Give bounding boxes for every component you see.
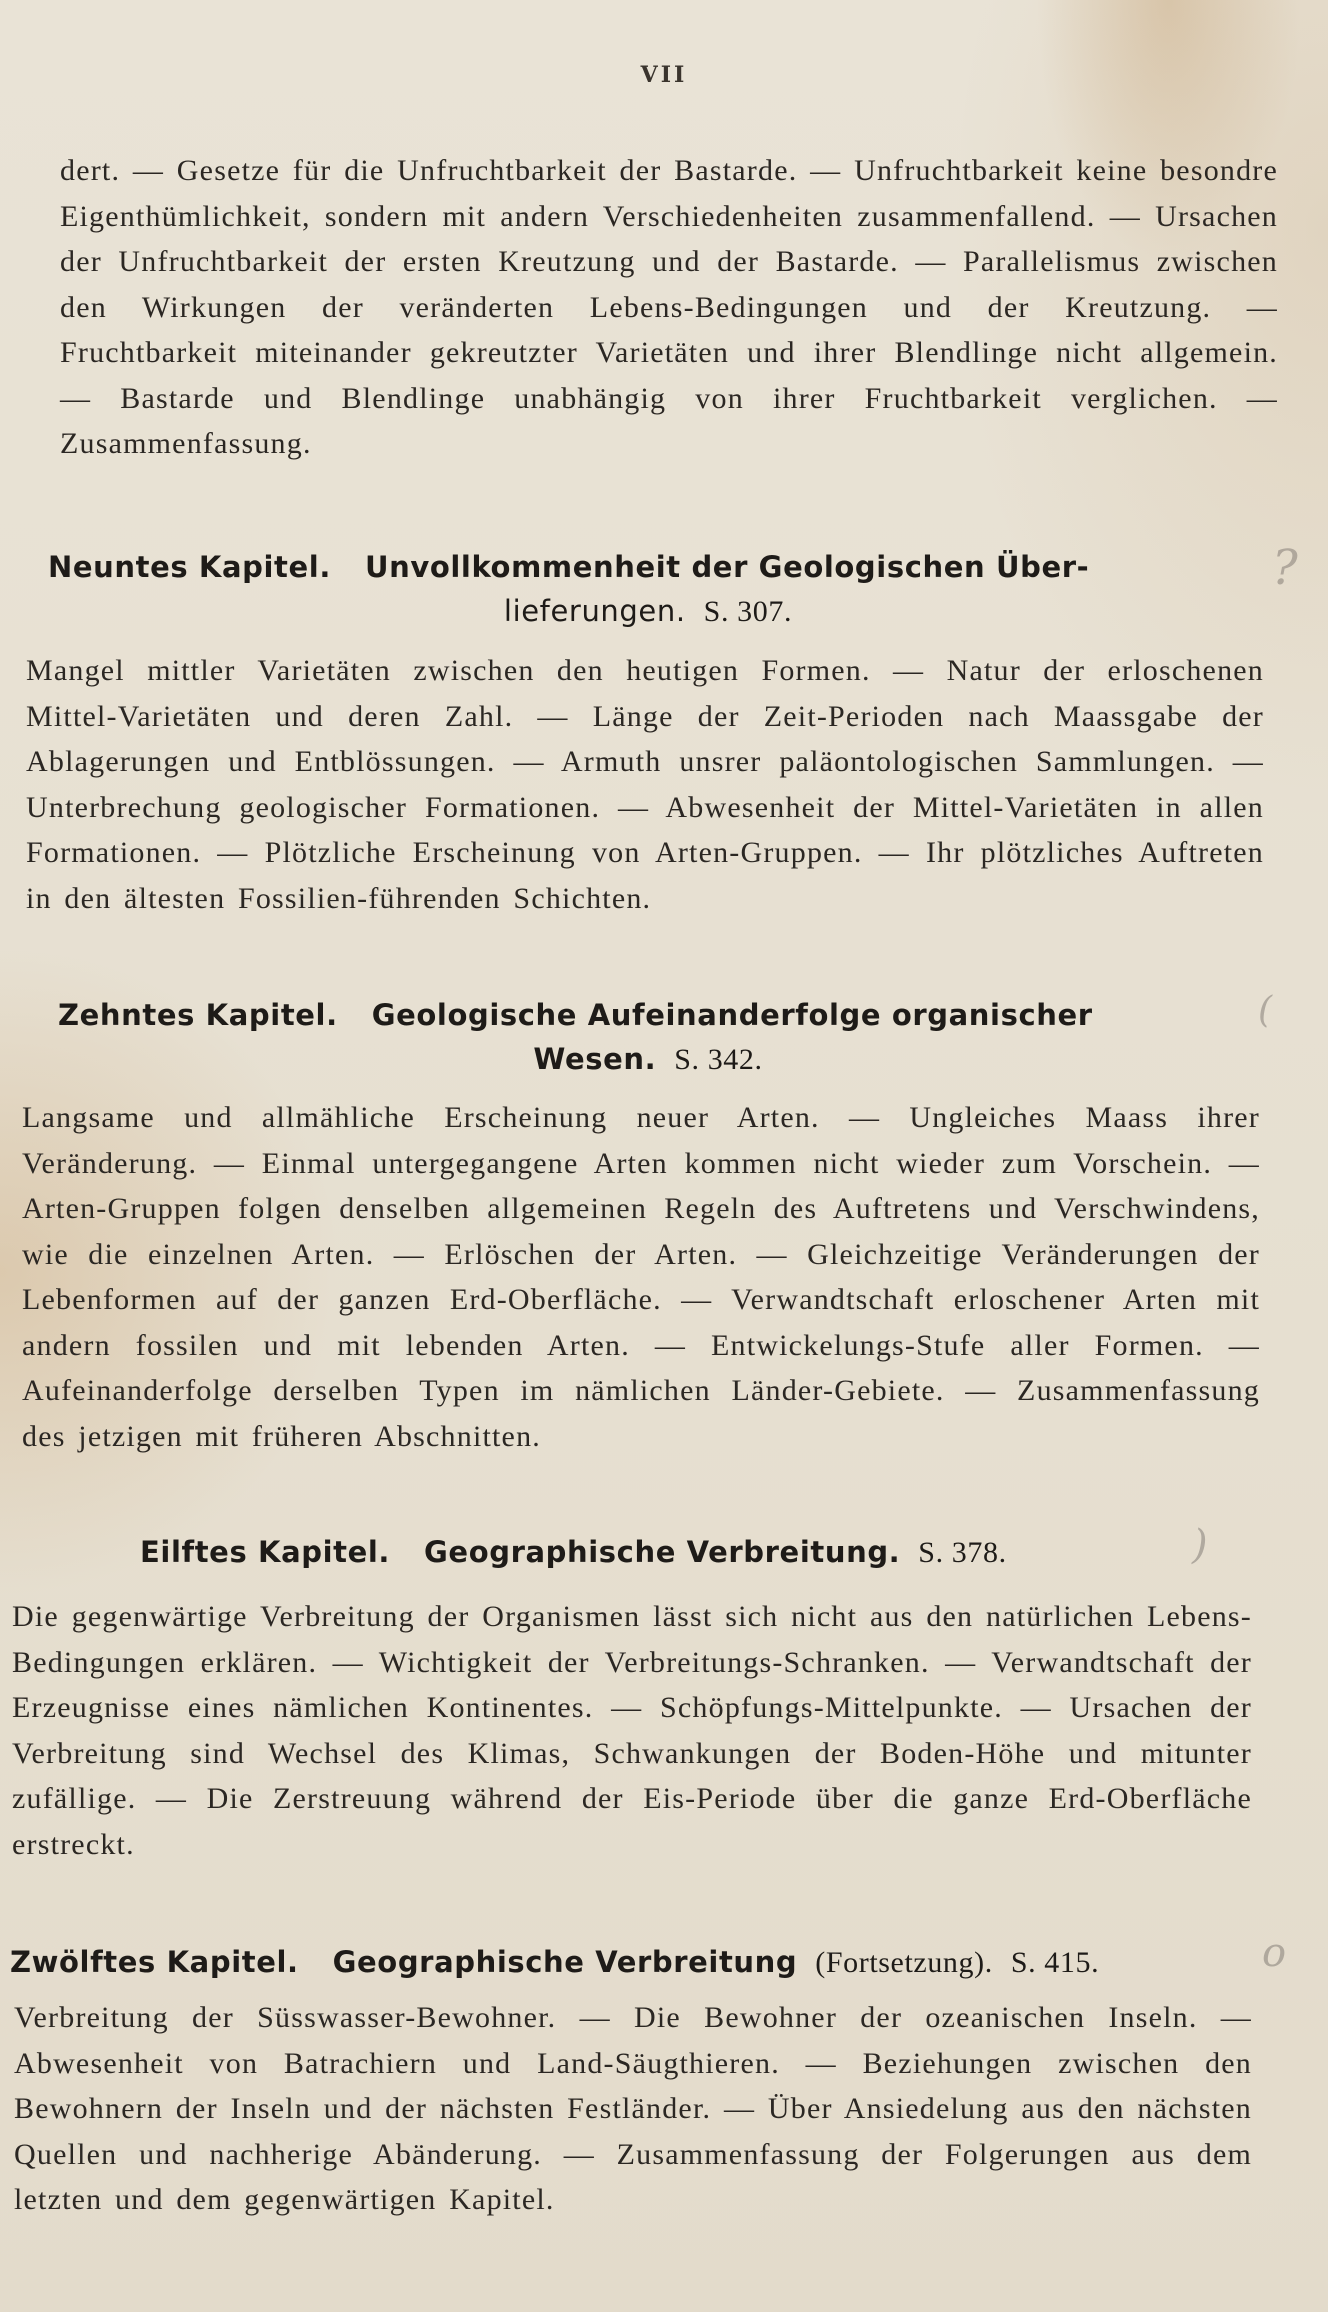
chapter-title: Geologische Aufeinanderfolge organischer <box>371 998 1093 1032</box>
chapter-title-continued: (Fortsetzung). <box>815 1946 993 1979</box>
chapter-page-ref: S. 378. <box>918 1536 1007 1569</box>
chapter-heading-9 <box>48 545 1248 634</box>
page-number: VII <box>640 62 688 88</box>
chapter-page-ref: S. 307. <box>703 595 793 628</box>
chapter-summary-11: Die gegenwärtige Verbreitung der Organismen lässt sich nicht aus den natürlichen Lebens-Bedingungen erklären. — Wichtigkeit der Verbreitungs-Schranken. — Verwandtschaft der Erzeugnisse eines nämlichen Kontinentes. — Schöpfungs-Mittelpunkte. — Ursachen der Verbreitung sind Wechsel des Klimas, Schwankungen der Boden-Höhe und mitunter zufällige. — Die Zerstreuung während der Eis-Periode über die ganze Erd-Oberfläche erstreckt. <box>12 1600 1252 1861</box>
pencil-mark: ? <box>1272 540 1298 596</box>
chapter-title: Geographische Verbreitung. <box>424 1535 901 1569</box>
chapter-title: Unvollkommenheit der Geologischen Über- <box>364 550 1090 584</box>
chapter-summary-9: Mangel mittler Varietäten zwischen den heutigen Formen. — Natur der erloschenen Mittel-Varietäten und deren Zahl. — Länge der Zeit-Perioden nach Maassgabe der Ablagerungen und Entblössungen. — Armuth unsrer paläontologischen Sammlungen. — Unterbrechung geologischer Formationen. — Abwesenheit der Mittel-Varietäten in allen Formationen. — Plötzliche Erscheinung von Arten-Gruppen. — Ihr plötzliches Auftreten in den ältesten Fossilien-führenden Schichten. <box>26 654 1264 915</box>
intro-paragraph: dert. — Gesetze für die Unfruchtbarkeit der Bastarde. — Unfruchtbarkeit keine besondre Eigenthümlichkeit, sondern mit andern Verschiedenheiten zusammenfallend. — Ursachen der Unfruchtbarkeit der ersten Kreutzung und der Bastarde. — Parallelismus zwischen den Wirkungen der veränderten Lebens-Bedingungen und der Kreutzung. — Fruchtbarkeit miteinander gekreutzter Varietäten und ihrer Blendlinge nicht allgemein. — Bastarde und Blendlinge unabhängig von ihrer Fruchtbarkeit verglichen. — Zusammenfassung. <box>60 154 1278 460</box>
chapter-title-continued: lieferungen. <box>503 594 686 628</box>
chapter-label: Neuntes Kapitel. <box>48 550 331 584</box>
chapter-label: Zwölftes Kapitel. <box>10 1945 299 1979</box>
chapter-summary-12: Verbreitung der Süsswasser-Bewohner. — Die Bewohner der ozeanischen Inseln. — Abwesenheit von Batrachiern und Land-Säugthieren. — Beziehungen zwischen den Bewohnern der Inseln und der nächsten Festländer. — Über Ansiedelung aus den nächsten Quellen und nachherige Abänderung. — Zusammenfassung der Folgerungen aus dem letzten und dem gegenwärtigen Kapitel. <box>14 2001 1252 2216</box>
chapter-label: Zehntes Kapitel. <box>58 998 338 1032</box>
chapter-heading-12 <box>10 1940 1270 1985</box>
chapter-page-ref: S. 415. <box>1010 1946 1100 1979</box>
pencil-mark: ( <box>1258 990 1273 1031</box>
chapter-title: Geographische Verbreitung <box>332 1945 798 1979</box>
pencil-mark: o <box>1262 1930 1287 1976</box>
chapter-title-continued: Wesen. <box>533 1042 657 1076</box>
chapter-heading-10 <box>58 993 1238 1082</box>
chapter-heading-11 <box>140 1530 1240 1575</box>
chapter-summary-10: Langsame und allmähliche Erscheinung neuer Arten. — Ungleiches Maass ihrer Veränderung. — Einmal untergegangene Arten kommen nicht wieder zum Vorschein. — Arten-Gruppen folgen denselben allgemeinen Regeln des Auftretens und Verschwindens, wie die einzelnen Arten. — Erlöschen der Arten. — Gleichzeitige Veränderungen der Lebenformen auf der ganzen Erd-Oberfläche. — Verwandtschaft erloschener Arten mit andern fossilen und mit lebenden Arten. — Entwickelungs-Stufe aller Formen. — Aufeinanderfolge derselben Typen im nämlichen Länder-Gebiete. — Zusammenfassung des jetzigen mit früheren Abschnitten. <box>22 1101 1260 1453</box>
chapter-page-ref: S. 342. <box>674 1043 763 1076</box>
pencil-mark: ) <box>1192 1522 1208 1568</box>
chapter-label: Eilftes Kapitel. <box>140 1535 391 1569</box>
